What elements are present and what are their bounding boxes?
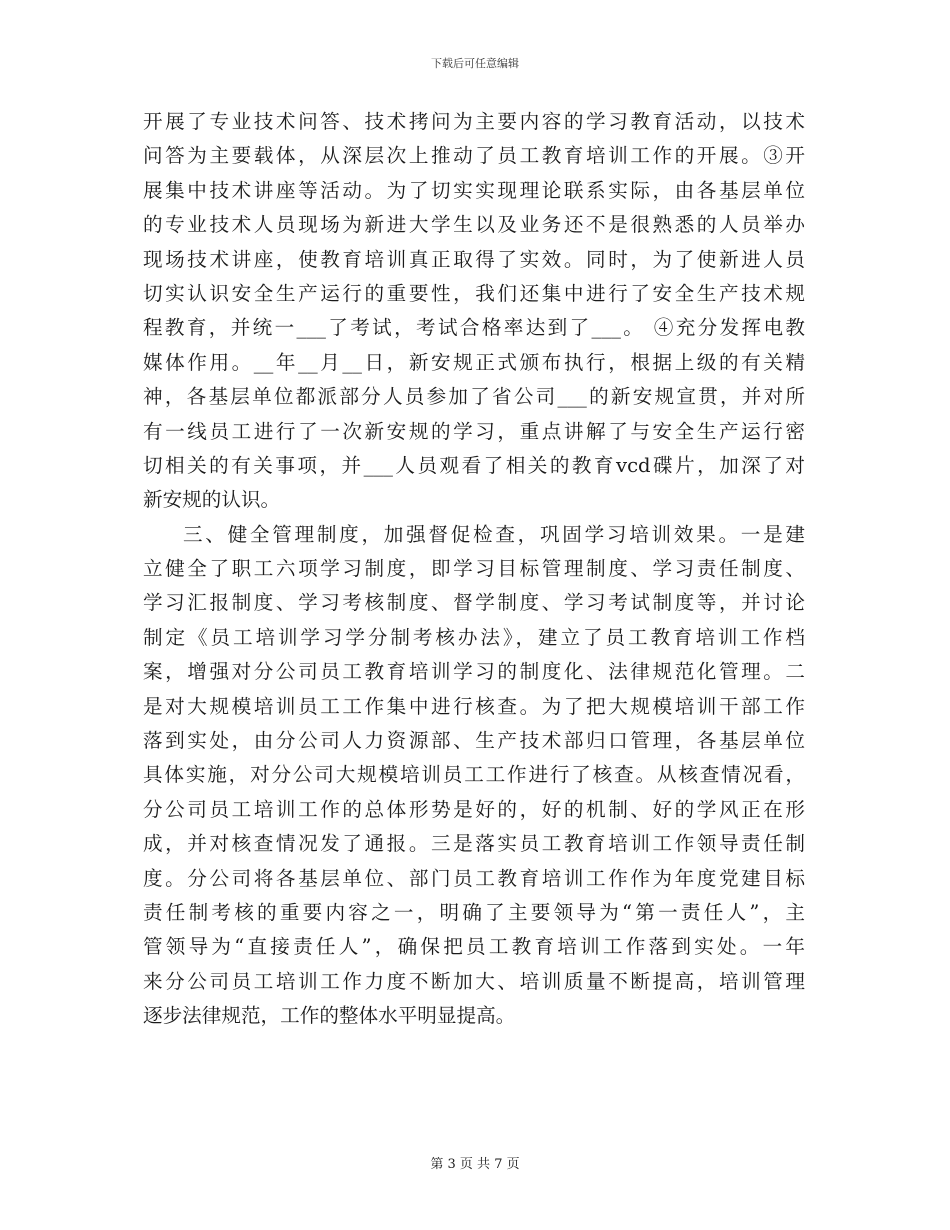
text-line: 切实认识安全生产运行的重要性，我们还集中进行了安全生产技术规 bbox=[143, 281, 805, 305]
text-line: 分公司员工培训工作的总体形势是好的，好的机制、好的学风正在形 bbox=[143, 797, 805, 821]
text-line: 落到实处，由分公司人力资源部、生产技术部归口管理，各基层单位 bbox=[143, 729, 805, 753]
text-line: 现场技术讲座，使教育培训真正取得了实效。同时，为了使新进人员 bbox=[143, 247, 805, 271]
text-line: 责任制考核的重要内容之一，明确了主要领导为“第一责任人”，主 bbox=[143, 900, 805, 924]
text-line: 制定《员工培训学习学分制考核办法》，建立了员工教育培训工作档 bbox=[143, 625, 805, 649]
text-line: 立健全了职工六项学习制度，即学习目标管理制度、学习责任制度、 bbox=[143, 557, 805, 581]
text-line: 问答为主要载体，从深层次上推动了员工教育培训工作的开展。③开 bbox=[143, 144, 805, 168]
text-line: 来分公司员工培训工作力度不断加大、培训质量不断提高，培训管理 bbox=[143, 969, 805, 993]
text-line: 具体实施，对分公司大规模培训员工工作进行了核查。从核查情况看， bbox=[143, 763, 805, 787]
text-line: 度。分公司将各基层单位、部门员工教育培训工作作为年度党建目标 bbox=[143, 866, 805, 890]
text-line: 有一线员工进行了一次新安规的学习，重点讲解了与安全生产运行密 bbox=[143, 419, 805, 443]
text-line: 媒体作用。__年__月__日，新安规正式颁布执行，根据上级的有关精 bbox=[143, 350, 805, 374]
document-body bbox=[143, 105, 805, 1034]
text-line: 程教育，并统一___了考试，考试合格率达到了___。 ④充分发挥电教 bbox=[143, 316, 805, 340]
text-line: 案，增强对分公司员工教育培训学习的制度化、法律规范化管理。二 bbox=[143, 660, 805, 684]
text-line: 管领导为“直接责任人”，确保把员工教育培训工作落到实处。一年 bbox=[143, 935, 805, 959]
paragraph bbox=[143, 105, 805, 518]
text-line: 学习汇报制度、学习考核制度、督学制度、学习考试制度等，并讨论 bbox=[143, 591, 805, 615]
text-line: 切相关的有关事项，并___人员观看了相关的教育vcd碟片，加深了对 bbox=[143, 453, 805, 477]
text-line: 三、健全管理制度，加强督促检查，巩固学习培训效果。一是建 bbox=[183, 522, 805, 546]
text-line: 神，各基层单位都派部分人员参加了省公司___的新安规宣贯，并对所 bbox=[143, 385, 805, 409]
text-line: 展集中技术讲座等活动。为了切实实现理论联系实际，由各基层单位 bbox=[143, 178, 805, 202]
text-line: 新安规的认识。 bbox=[143, 488, 281, 512]
text-line: 的专业技术人员现场为新进大学生以及业务还不是很熟悉的人员举办 bbox=[143, 213, 805, 237]
text-line: 开展了专业技术问答、技术拷问为主要内容的学习教育活动，以技术 bbox=[143, 110, 805, 133]
page-header-note: 下载后可任意编辑 bbox=[431, 57, 519, 70]
paragraph bbox=[143, 518, 805, 1034]
text-line: 成，并对核查情况发了通报。三是落实员工教育培训工作领导责任制 bbox=[143, 832, 805, 856]
page-number: 第 3 页 共 7 页 bbox=[430, 1157, 520, 1172]
text-line: 是对大规模培训员工工作集中进行核查。为了把大规模培训干部工作 bbox=[143, 694, 805, 718]
text-line: 逐步法律规范，工作的整体水平明显提高。 bbox=[143, 1004, 516, 1028]
